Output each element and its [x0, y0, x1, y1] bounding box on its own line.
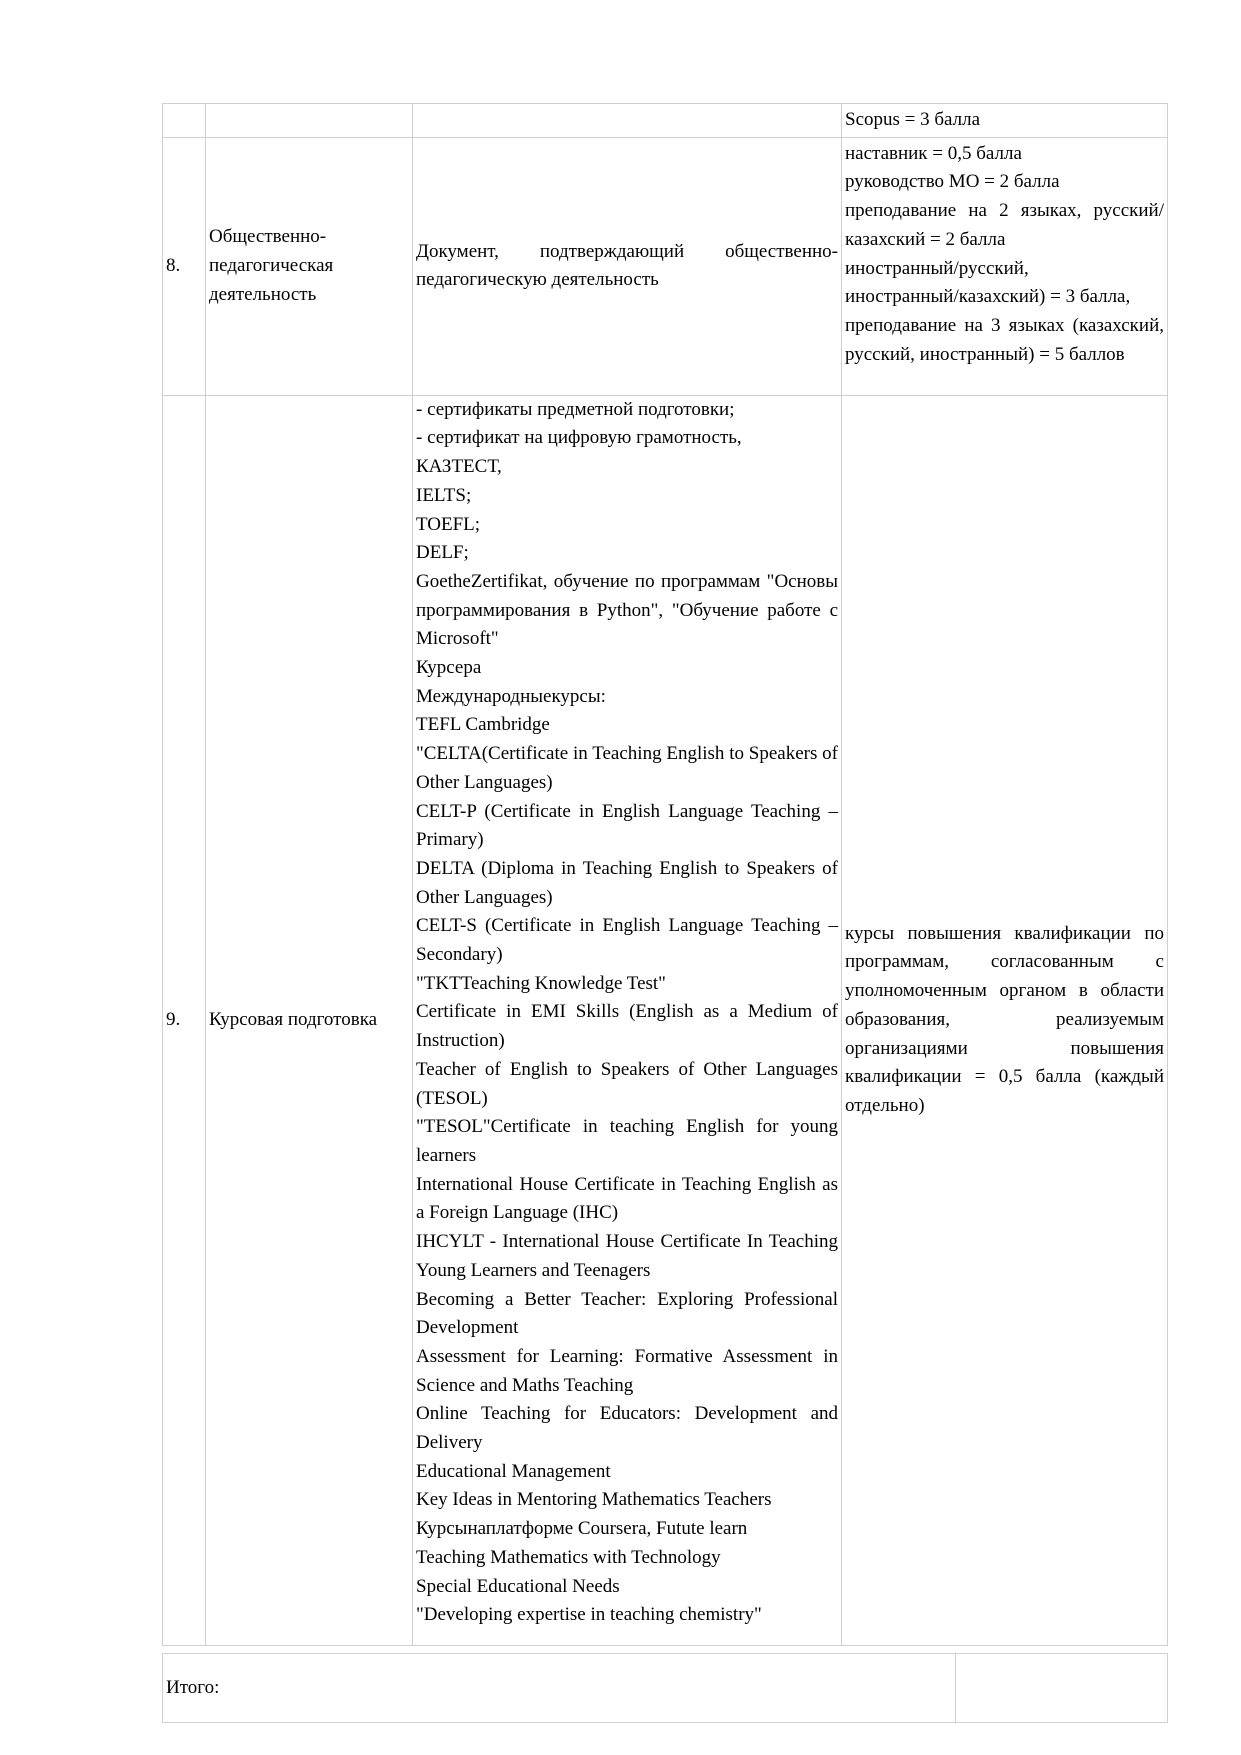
points-cell: Scopus = 3 балла: [842, 104, 1168, 138]
total-label: Итого:: [163, 1654, 956, 1723]
total-table: [162, 1653, 1168, 1723]
documents-cell: [413, 395, 842, 1645]
document-item: Key Ideas in Mentoring Mathematics Teachers: [416, 1489, 772, 1511]
points-cell: [842, 137, 1168, 395]
criterion-line: Общественно-: [209, 226, 327, 248]
points-line: преподавание на 3 языках (казахский, русский, иностранный) = 5 баллов: [845, 314, 1164, 365]
row-number: 9.: [163, 395, 206, 1645]
document-item: Teaching Mathematics with Technology: [416, 1546, 721, 1568]
document-item: Online Teaching for Educators: Development and Delivery: [416, 1403, 838, 1454]
document-item: IHCYLT - International House Certificate In Teaching Young Learners and Teenagers: [416, 1231, 838, 1281]
points-text: курсы повышения квалификации по программам, согласованным с уполномоченным органом в области образования, реализуемым организациями повышения квалификации = 0,5 балла (каждый отдельно): [845, 922, 1164, 1116]
document-item: Certificate in EMI Skills (English as a Medium of Instruction): [416, 1001, 838, 1052]
criterion-cell: [206, 104, 413, 138]
document-item: Becoming a Better Teacher: Exploring Professional Development: [416, 1288, 838, 1339]
criterion-cell: Курсовая подготовка: [206, 395, 413, 1645]
document-item: CELT-S (Certificate in English Language Teaching – Secondary): [416, 915, 838, 966]
table-row: [163, 395, 1168, 1645]
points-line: иностранный/русский,: [845, 257, 1029, 279]
document-item: "TKTTeaching Knowledge Test": [416, 972, 666, 994]
document-item: - сертификаты предметной подготовки;: [416, 398, 735, 420]
points-line: руководство МО = 2 балла: [845, 171, 1060, 193]
points-line: наставник = 0,5 балла: [845, 142, 1022, 164]
documents-cell: [413, 137, 842, 395]
row-number: 8.: [163, 137, 206, 395]
document-item: КАЗТЕСТ,: [416, 456, 502, 478]
document-item: Educational Management: [416, 1460, 611, 1482]
document-item: CELT-P (Certificate in English Language Teaching – Primary): [416, 800, 838, 851]
document-item: Курсынаплатформе Coursera, Futute learn: [416, 1518, 748, 1540]
criterion-cell: [206, 137, 413, 395]
documents-text: Документ, подтверждающий общественно-педагогическую деятельность: [416, 240, 838, 291]
criterion-line: деятельность: [209, 283, 317, 305]
table-row: [163, 104, 1168, 138]
total-row: [163, 1654, 1168, 1723]
document-item: "TESOL"Certificate in teaching English for young learners: [416, 1116, 838, 1166]
total-value: [956, 1654, 1168, 1723]
document-item: "Developing expertise in teaching chemistry": [416, 1604, 762, 1626]
document-item: Assessment for Learning: Formative Assessment in Science and Maths Teaching: [416, 1345, 838, 1396]
document-item: "CELTA(Certificate in Teaching English to Speakers of Other Languages): [416, 743, 838, 793]
row-number: [163, 104, 206, 138]
document-item: TOEFL;: [416, 513, 481, 535]
document-item: Международныекурсы:: [416, 685, 606, 707]
document-item: IELTS;: [416, 484, 472, 506]
table-row: [163, 137, 1168, 395]
document-item: Курсера: [416, 657, 482, 679]
points-line: преподавание на 2 языках, русский/казахский = 2 балла: [845, 200, 1164, 250]
document-item: TEFL Cambridge: [416, 714, 550, 736]
criterion-line: педагогическая: [209, 254, 334, 276]
document-item: International House Certificate in Teaching English as a Foreign Language (IHC): [416, 1173, 838, 1224]
documents-cell: [413, 104, 842, 138]
document-item: GoetheZertifikat, обучение по программам "Основы программирования в Python", "Обучение работе с Microsoft": [416, 570, 838, 650]
document-item: Teacher of English to Speakers of Other Languages (TESOL): [416, 1058, 838, 1109]
document-item: DELTA (Diploma in Teaching English to Speakers of Other Languages): [416, 857, 838, 908]
document-item: Special Educational Needs: [416, 1575, 620, 1597]
points-line: иностранный/казахский) = 3 балла,: [845, 286, 1131, 308]
document-item: - сертификат на цифровую грамотность,: [416, 427, 742, 449]
document-item: DELF;: [416, 542, 469, 564]
criteria-table: [162, 103, 1168, 1646]
points-cell: [842, 395, 1168, 1645]
